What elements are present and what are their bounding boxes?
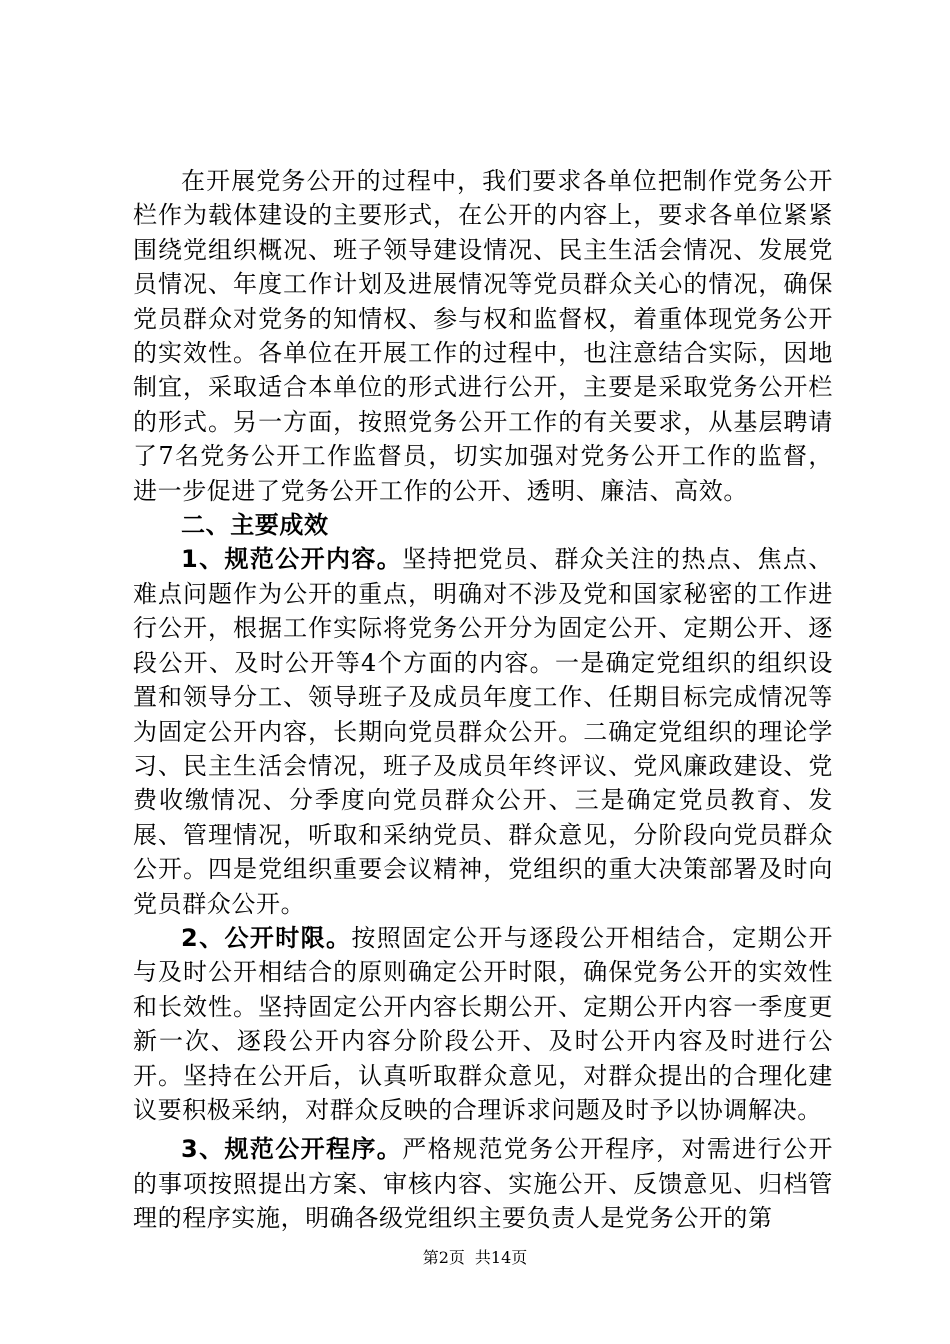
list-item-content-standardization bbox=[133, 542, 833, 920]
page-number: 第2页 bbox=[422, 1248, 465, 1267]
item-text: 坚持把党员、群众关注的热点、焦点、难点问题作为公开的重点，明确对不涉及党和国家秘密的工作进行公开，根据工作实际将党务公开分为固定公开、定期公开、逐段公开、及时公开等4个方面的内容。一是确定党组织的组织设置和领导分工、领导班子及成员年度工作、任期目标完成情况等为固定公开内容，长期向党员群众公开。二确定党组织的理论学习、民主生活会情况，班子及成员年终评议、党风廉政建设、党费收缴情况、分季度向党员群众公开、三是确定党员教育、发展、管理情况，听取和采纳党员、群众意见，分阶段向党员群众公开。四是党组织重要会议精神，党组织的重大决策部署及时向党员群众公开。 bbox=[133, 545, 833, 918]
document-body bbox=[133, 164, 833, 1236]
list-item-procedure bbox=[133, 1132, 833, 1235]
page-total: 共14页 bbox=[474, 1248, 528, 1267]
body-paragraph: 在开展党务公开的过程中，我们要求各单位把制作党务公开栏作为载体建设的主要形式，在公开的内容上，要求各单位紧紧围绕党组织概况、班子领导建设情况、民主生活会情况、发展党员情况、年度工作计划及进展情况等党员群众关心的情况，确保党员群众对党务的知情权、参与权和监督权，着重体现党务公开的实效性。各单位在开展工作的过程中，也注意结合实际，因地制宜，采取适合本单位的形式进行公开，主要是采取党务公开栏的形式。另一方面，按照党务公开工作的有关要求，从基层聘请了7名党务公开工作监督员，切实加强对党务公开工作的监督，进一步促进了党务公开工作的公开、透明、廉洁、高效。 bbox=[133, 167, 833, 505]
item-lead: 3、规范公开程序。 bbox=[181, 1135, 403, 1164]
list-item-time-limit bbox=[133, 921, 833, 1127]
item-lead: 2、公开时限。 bbox=[181, 923, 352, 952]
item-text: 按照固定公开与逐段公开相结合，定期公开与及时公开相结合的原则确定公开时限，确保党务公开的实效性和长效性。坚持固定公开内容长期公开、定期公开内容一季度更新一次、逐段公开内容分阶段公开、及时公开内容及时进行公开。坚持在公开后，认真听取群众意见，对群众提出的合理化建议要积极采纳，对群众反映的合理诉求问题及时予以协调解决。 bbox=[133, 923, 833, 1124]
section-heading: 二、主要成效 bbox=[181, 510, 329, 540]
item-lead: 1、规范公开内容。 bbox=[181, 545, 403, 574]
item-text: 严格规范党务公开程序，对需进行公开的事项按照提出方案、审核内容、实施公开、反馈意见、归档管理的程序实施，明确各级党组织主要负责人是党务公开的第 bbox=[133, 1135, 833, 1233]
page-footer bbox=[0, 1245, 950, 1268]
